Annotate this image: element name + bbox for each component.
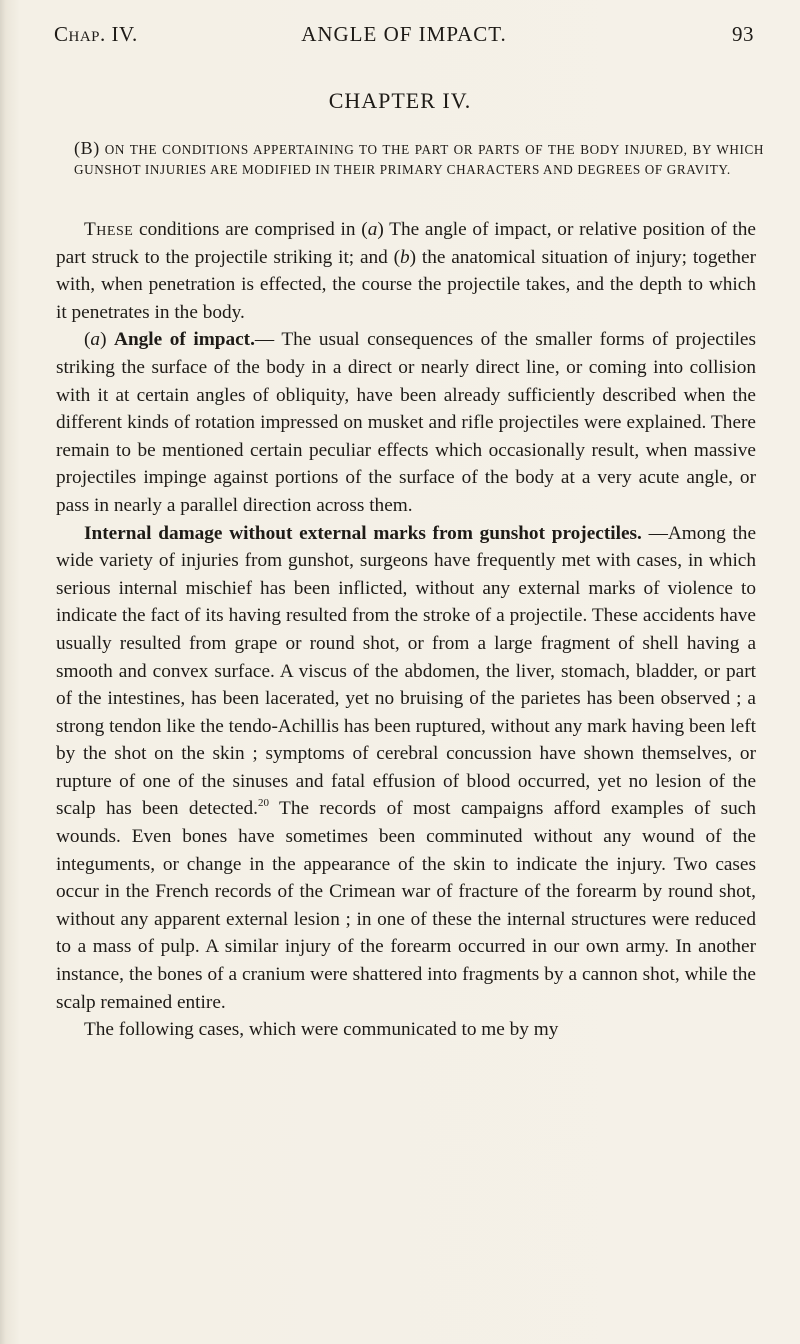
side-heading-internal-damage: Internal damage without external marks from gunshot projectiles. [84,522,642,544]
section-heading-text: ON THE CONDITIONS APPERTAINING TO THE PART OR PARTS OF THE BODY INJURED, BY WHICH GUNSHOT INJURIES ARE MODIFIED IN THEIR PRIMARY CHARACTERS AND DEGREES OF GRAVITY. [74,142,764,177]
running-head [54,22,754,52]
chapter-title: CHAPTER IV. [328,88,472,113]
section-label: (B) [74,138,100,158]
paragraph-lead-word: These [84,219,134,240]
body-text [56,216,756,1044]
footnote-marker[interactable]: 20 [257,797,269,810]
section-heading [74,138,764,180]
paragraph-angle-of-impact: (a) Angle of impact.— The usual consequences of the smaller forms of projectiles striking the surface of the body in a direct or nearly direct line, or coming into collision with it at certain angles of obliquity, have been already sufficiently described when the different kinds of rotation impressed on musket and rifle projectiles were explained. There remain to be mentioned certain peculiar effects which occasionally result, when massive projectiles impinge against portions of the surface of the body at a very acute angle, or pass in nearly a parallel direction across them. [56,329,756,516]
chapter-label: Chap. IV. [54,22,138,46]
paragraph-conditions: These conditions are comprised in (a) The angle of impact, or relative position of the part struck to the projectile striking it; and (b) the anatomical situation of injury; together with, when penetration is effected, the course the projectile takes, and the depth to which it penetrates in the body. [56,219,757,323]
paragraph-internal-damage: Internal damage without external marks from gunshot projectiles. —Among the wide variety of injuries from gunshot, surgeons have frequently met with cases, in which serious internal mischief has been inflicted, without any external marks of violence to indicate the fact of its having resulted from the stroke of a projectile. These accidents have usually resulted from grape or round shot, or from a large fragment of shell having a smooth and convex surface. A viscus of the abdomen, the liver, stomach, bladder, or part of the intestines, has been lacerated, yet no bruising of the parietes has been observed ; a strong tendon like the tendo-Achillis has been ruptured, without any mark having been left by the shot on the skin ; symptoms of cerebral concussion have shown themselves, or rupture of one of the sinuses and fatal effusion of blood occurred, yet no lesion of the scalp has been detected.$^{20}$ The records of most campaigns afford examples of such wounds. Even bones have sometimes been comminuted without any wound of the integuments, or change in the appearance of the skin to indicate the injury. Two cases occur in the French records of the Crimean war of fracture of the forearm by round shot, without any apparent external lesion ; in one of these the internal structures were reduced to a mass of pulp. A similar injury of the forearm occurred in our own army. In another instance, the bones of a cranium were shattered into fragments by a cannon shot, while the scalp remained entire. [56,522,757,1013]
running-title: ANGLE OF IMPACT. [301,22,507,46]
paragraph-following-cases: The following cases, which were communicated to me by my [84,1019,559,1041]
side-heading-angle-of-impact: Angle of impact. [114,329,255,351]
page-number: 93 [732,22,754,46]
